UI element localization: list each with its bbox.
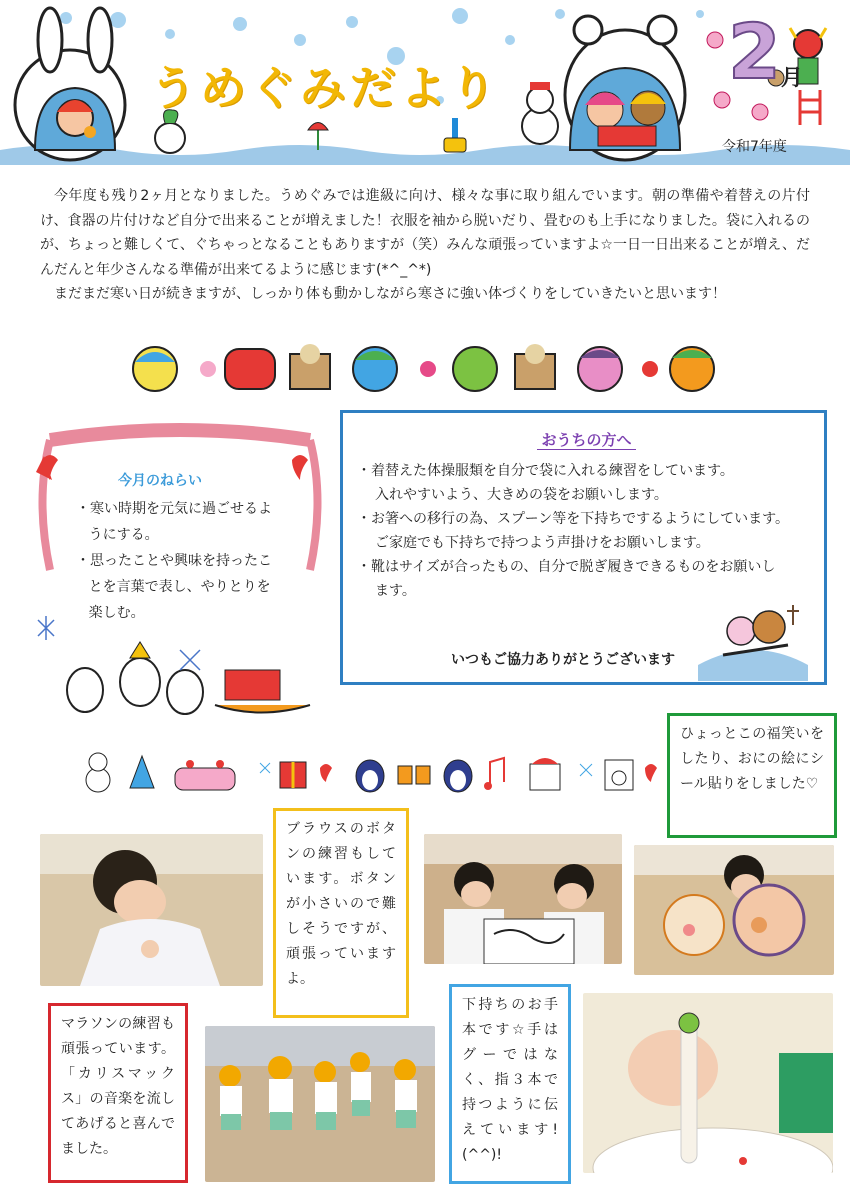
aims-item: ・寒い時期を元気に過ごせるようにする。 [76, 501, 272, 543]
oni-face-icon [225, 349, 275, 389]
present-icon [280, 762, 306, 788]
plum-flower-icon [642, 361, 658, 377]
caption-fukuwarai: ひょっとこの福笑いをしたり、おにの絵にシール貼りをしました♡ [667, 713, 837, 838]
snowflake-icon [580, 764, 592, 776]
thanks-message: いつもご協力ありがとうございます [451, 652, 675, 668]
aims-heading: 今月のねらい [118, 473, 202, 489]
mamemasu-icon [290, 344, 330, 389]
mamemasu-icon [515, 344, 555, 389]
intro-paragraph: まだまだ寒い日が続きますが、しっかり体も動かしながら寒さに強い体づくりをしていきたいと思います！ [54, 286, 726, 302]
oni-face-icon [353, 347, 397, 391]
request-line: ・着替えた体操服類を自分で袋に入れる練習をしています。 [357, 463, 734, 479]
request-line: ご家庭でも下持ちで持つよう声掛けをお願いします。 [375, 535, 710, 551]
caption-button-practice: ブラウスのボタンの練習もしています。ボタンが小さいので難しそうですが、頑張っていますよ。 [273, 808, 409, 1018]
oni-face-icon [133, 347, 177, 391]
penguin-icon [356, 760, 384, 792]
photo-button-practice [40, 834, 263, 986]
aims-list [76, 496, 274, 626]
intro-paragraph: 今年度も残り2ヶ月となりました。うめぐみでは進級に向け、様々な事に取り組んでいます。朝の準備や着替えの片付け、食器の片付けなど自分で出来ることが増えました！衣服を袖から脱いだり、畳むのも上手になりました。袋に入れるのが、ちょっと難しくて、ぐちゃっとなることもありますが（笑）みんな頑張っていますよ☆一日一日出来ることが増え、だんだんと年少さんなる準備が出来てるように感じます(*^_^*) [40, 188, 810, 278]
to-families-box [340, 410, 827, 685]
photo-spoon-grip [583, 993, 833, 1173]
shovel-icon [444, 118, 466, 152]
month-suffix: 月 [780, 66, 803, 91]
snowman-card-icon [605, 760, 633, 790]
heart-icon [292, 455, 308, 480]
cake-icon [175, 760, 235, 790]
request-line: 入れやすいよう、大きめの袋をお願いします。 [375, 487, 668, 503]
plum-flower-icon [200, 361, 216, 377]
oni-face-icon [578, 347, 622, 391]
aims-item: ・思ったことや興味を持ったことを言葉で表し、やりとりを楽しむ。 [76, 553, 272, 621]
photo-fukuwarai-1 [424, 834, 622, 964]
request-item [357, 459, 819, 507]
plum-flower-icon [420, 361, 436, 377]
snowman-icon [86, 753, 110, 792]
request-line: ・靴はサイズが合ったもの、自分で脱ぎ履きできるものをお願いし [357, 559, 776, 575]
party-hat-icon [130, 756, 154, 788]
caption-spoon-grip: 下持ちのお手本です☆手はグーではなく、指３本で持つように伝えています!(^^)! [449, 984, 571, 1184]
cups-icon [398, 766, 430, 784]
request-line: ます。 [375, 583, 416, 599]
to-families-list [357, 459, 819, 603]
caption-marathon: マラソンの練習も頑張っています。「カリスマックス」の音楽を流してあげると喜んでました。 [48, 1003, 188, 1183]
to-families-heading-text: おうちの方へ [537, 431, 635, 450]
to-families-heading [343, 429, 830, 450]
penguin-icon [444, 760, 472, 792]
oni-face-icon [670, 347, 714, 391]
sledding-animals-icon [693, 595, 813, 681]
gift-bag-icon [530, 758, 560, 790]
snowman-icon [522, 82, 558, 144]
month-digit: 2 [728, 7, 781, 96]
intro-text [40, 184, 810, 307]
request-line: ・お箸への移行の為、スプーン等を下持ちでするようにしています。 [357, 511, 790, 527]
sparkle-icon [260, 763, 270, 773]
snow-friends-icon [67, 642, 310, 714]
oni-decoration-row [130, 344, 720, 394]
oni-face-icon [453, 347, 497, 391]
party-decoration-row [80, 748, 670, 798]
photo-marathon-practice [205, 1026, 435, 1182]
newsletter-title: うめぐみだより [150, 61, 500, 115]
heart-icon [320, 764, 332, 782]
issue-year: 令和7年度 [722, 139, 787, 155]
heart-icon [645, 764, 657, 782]
bunny-igloo-icon [15, 8, 125, 160]
request-item [357, 507, 819, 555]
music-note-icon [484, 758, 504, 790]
month-number [728, 7, 803, 96]
photo-fukuwarai-2 [634, 845, 834, 975]
bear-igloo-icon [565, 16, 685, 160]
